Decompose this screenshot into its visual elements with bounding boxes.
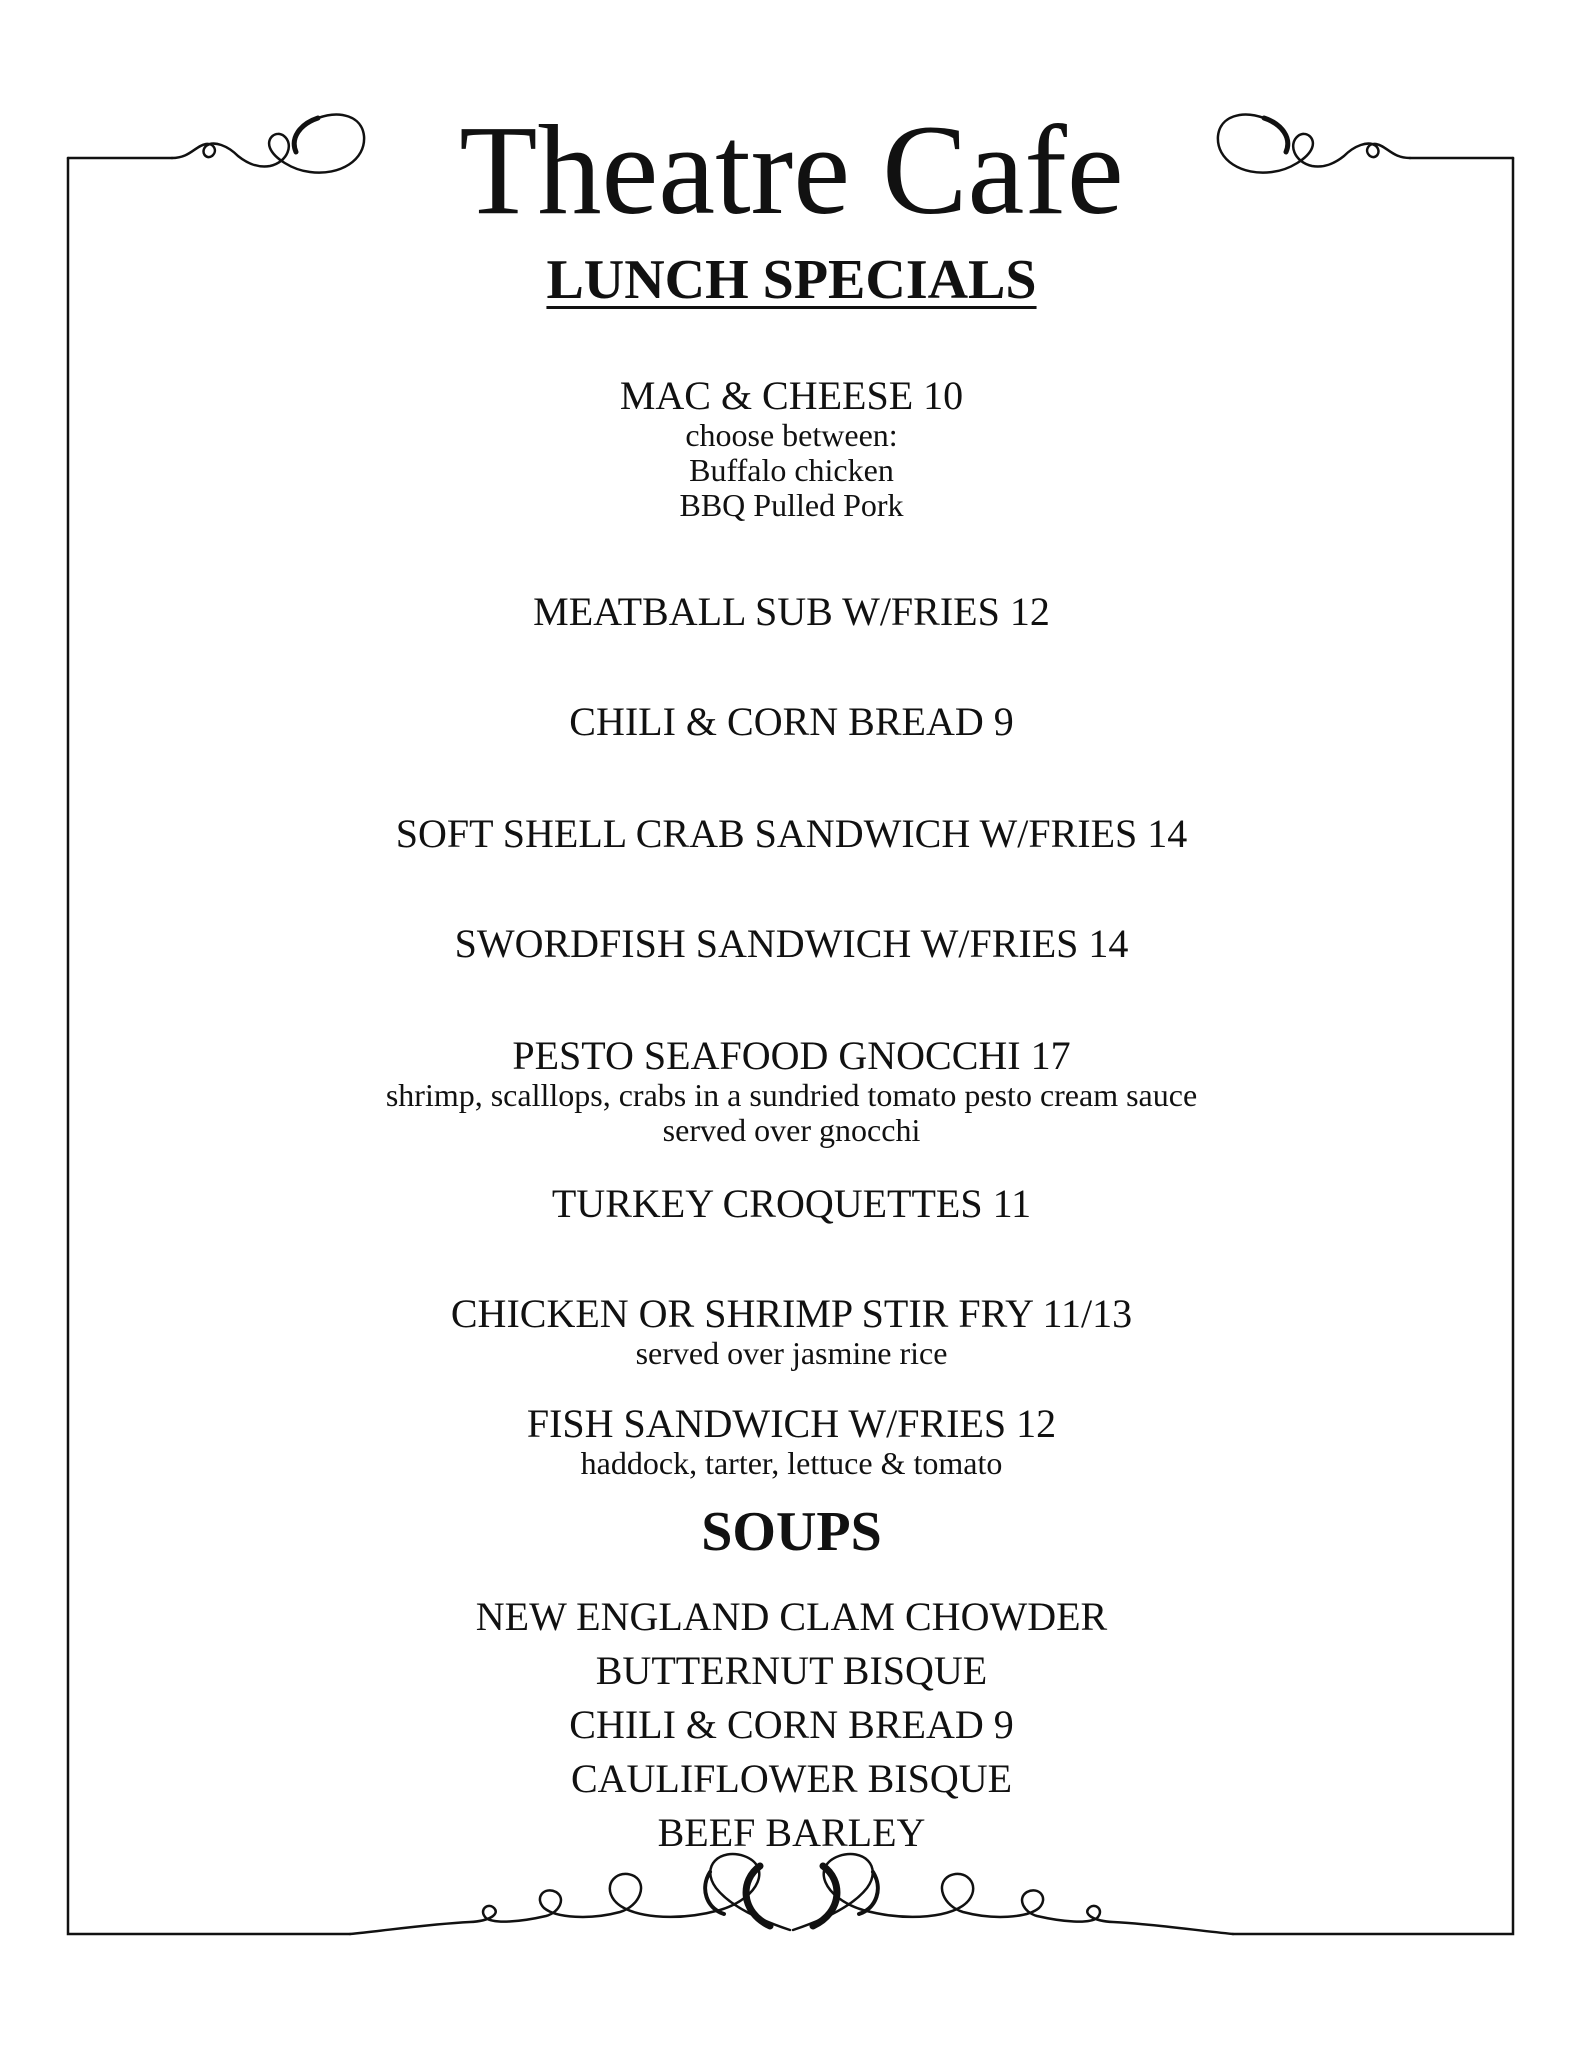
menu-item-desc: shrimp, scalllops, crabs in a sundried tomato pesto cream sauce bbox=[385, 1077, 1198, 1113]
menu-item-desc: haddock, tarter, lettuce & tomato bbox=[580, 1445, 1003, 1481]
soups-list bbox=[0, 1590, 1583, 1860]
bottom-center-flourish-icon bbox=[350, 1854, 1233, 1934]
menu-item-name: CHILI & CORN BREAD 9 bbox=[569, 699, 1014, 744]
menu-item-name: MEATBALL SUB W/FRIES 12 bbox=[533, 589, 1050, 634]
page-title: Theatre Cafe bbox=[459, 99, 1124, 241]
menu-item-name: MAC & CHEESE 10 bbox=[619, 373, 964, 418]
soup-item: BUTTERNUT BISQUE bbox=[595, 1648, 988, 1693]
menu-item bbox=[0, 922, 1583, 966]
menu-item bbox=[0, 1402, 1583, 1481]
menu-item-desc: served over gnocchi bbox=[662, 1112, 921, 1148]
menu-item bbox=[0, 1292, 1583, 1371]
soup-item: BEEF BARLEY bbox=[657, 1810, 926, 1855]
menu-item-desc: BBQ Pulled Pork bbox=[679, 487, 904, 523]
menu-item-name: SOFT SHELL CRAB SANDWICH W/FRIES 14 bbox=[395, 811, 1188, 856]
lunch-specials-label: LUNCH SPECIALS bbox=[546, 249, 1037, 311]
soup-item: CHILI & CORN BREAD 9 bbox=[569, 1702, 1014, 1747]
soup-item: CAULIFLOWER BISQUE bbox=[570, 1756, 1013, 1801]
menu-item-name: TURKEY CROQUETTES 11 bbox=[551, 1181, 1032, 1226]
menu-item bbox=[0, 1182, 1583, 1226]
menu-item-desc: served over jasmine rice bbox=[635, 1335, 948, 1371]
menu-item bbox=[0, 700, 1583, 744]
menu-item-name: CHICKEN OR SHRIMP STIR FRY 11/13 bbox=[450, 1291, 1133, 1336]
menu-item-desc: Buffalo chicken bbox=[689, 452, 894, 488]
menu-item bbox=[0, 812, 1583, 856]
menu-item-desc: choose between: bbox=[685, 417, 898, 453]
section-title-lunch-specials bbox=[0, 248, 1583, 312]
menu-item bbox=[0, 374, 1583, 523]
menu-item-name: PESTO SEAFOOD GNOCCHI 17 bbox=[512, 1033, 1071, 1078]
menu-item bbox=[0, 1034, 1583, 1148]
section-title-soups: SOUPS bbox=[701, 1501, 882, 1563]
menu-item-name: FISH SANDWICH W/FRIES 12 bbox=[526, 1401, 1057, 1446]
menu-item bbox=[0, 590, 1583, 634]
soup-item: NEW ENGLAND CLAM CHOWDER bbox=[475, 1594, 1108, 1639]
menu-item-name: SWORDFISH SANDWICH W/FRIES 14 bbox=[454, 921, 1129, 966]
